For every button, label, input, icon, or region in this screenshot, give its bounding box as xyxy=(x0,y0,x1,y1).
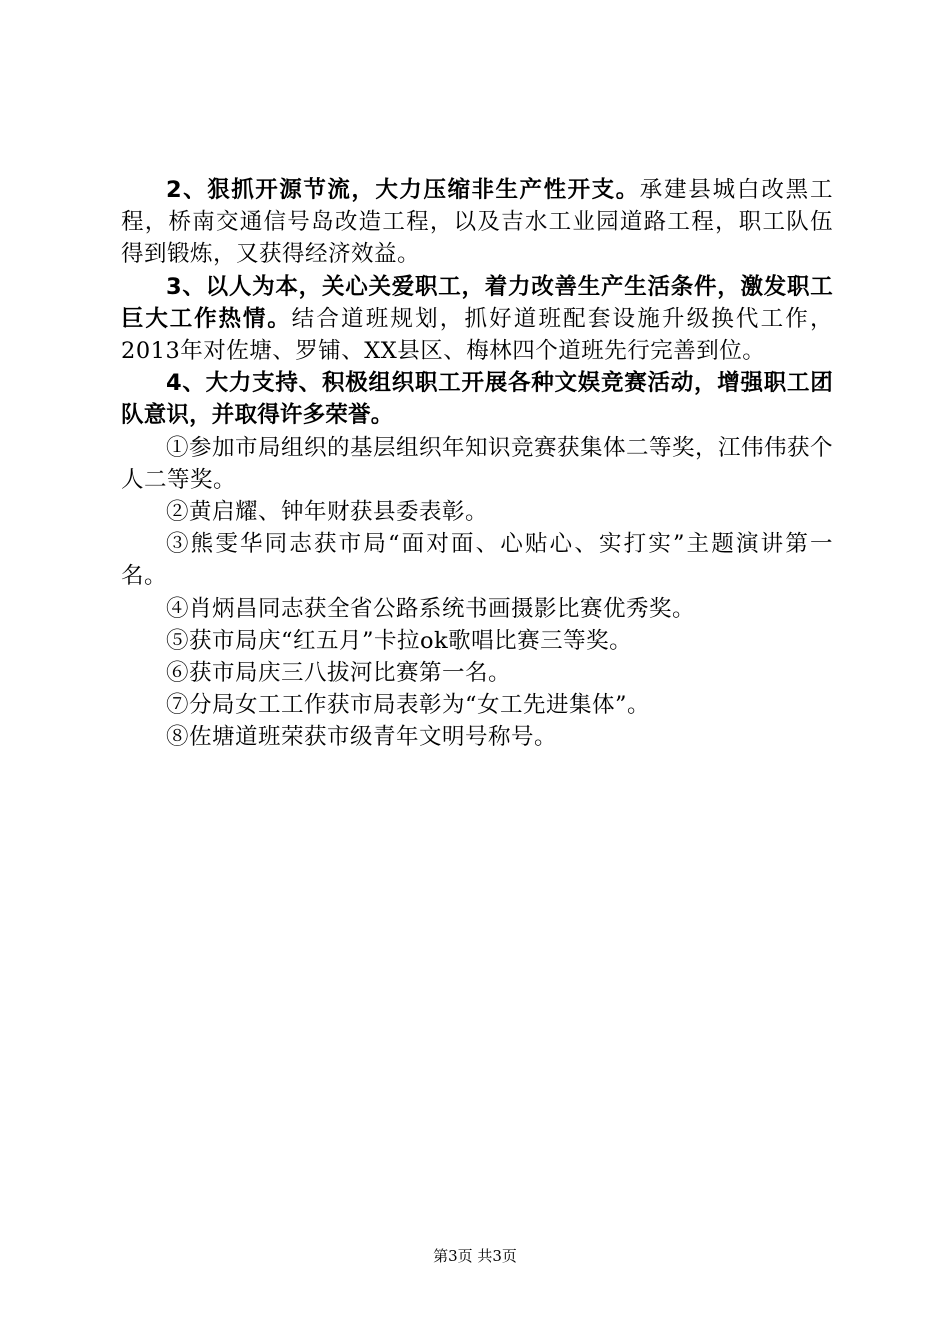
paragraph-2-text: 承建县城白改黑工程，桥南交通信号岛改造工程，以及吉水工业园道路工程，职工队伍得到锻炼，又获得经济效益。 xyxy=(121,177,833,268)
honor-item-5: ⑤获市局庆“红五月”卡拉ok歌唱比赛三等奖。 xyxy=(166,627,633,654)
honor-item-3: ③熊雯华同志获市局“面对面、心贴心、实打实”主题演讲第一名。 xyxy=(121,531,833,590)
honor-item-8: ⑧佐塘道班荣获市级青年文明号称号。 xyxy=(166,724,558,751)
paragraph-3-text: 结合道班规划，抓好道班配套设施升级换代工作，2013年对佐塘、罗铺、XX县区、梅林四个道班先行完善到位。 xyxy=(121,305,833,365)
honor-item-4: ④肖炳昌同志获全省公路系统书画摄影比赛优秀奖。 xyxy=(166,595,696,622)
honor-item-7: ⑦分局女工工作获市局表彰为“女工先进集体”。 xyxy=(166,692,651,719)
paragraph-4-heading: 4、大力支持、积极组织职工开展各种文娱竞赛活动，增强职工团队意识，并取得许多荣誉。 xyxy=(121,370,833,429)
paragraph-3 xyxy=(121,271,833,368)
document-body xyxy=(121,174,833,754)
honor-item-2: ②黄启耀、钟年财获县委表彰。 xyxy=(166,499,489,526)
paragraph-3-heading: 3、以人为本，关心关爱职工，着力改善生产生活条件，激发职工巨大工作热情。 xyxy=(121,273,833,332)
paragraph-4 xyxy=(121,367,833,431)
page-footer: 第3页 共3页 xyxy=(433,1247,517,1265)
honor-item-1: ①参加市局组织的基层组织年知识竞赛获集体二等奖，江伟伟获个人二等奖。 xyxy=(121,434,834,493)
honor-item-6: ⑥获市局庆三八拔河比赛第一名。 xyxy=(166,660,512,687)
paragraph-2 xyxy=(121,174,833,271)
paragraph-2-heading: 2、狠抓开源节流，大力压缩非生产性开支。 xyxy=(166,177,640,203)
